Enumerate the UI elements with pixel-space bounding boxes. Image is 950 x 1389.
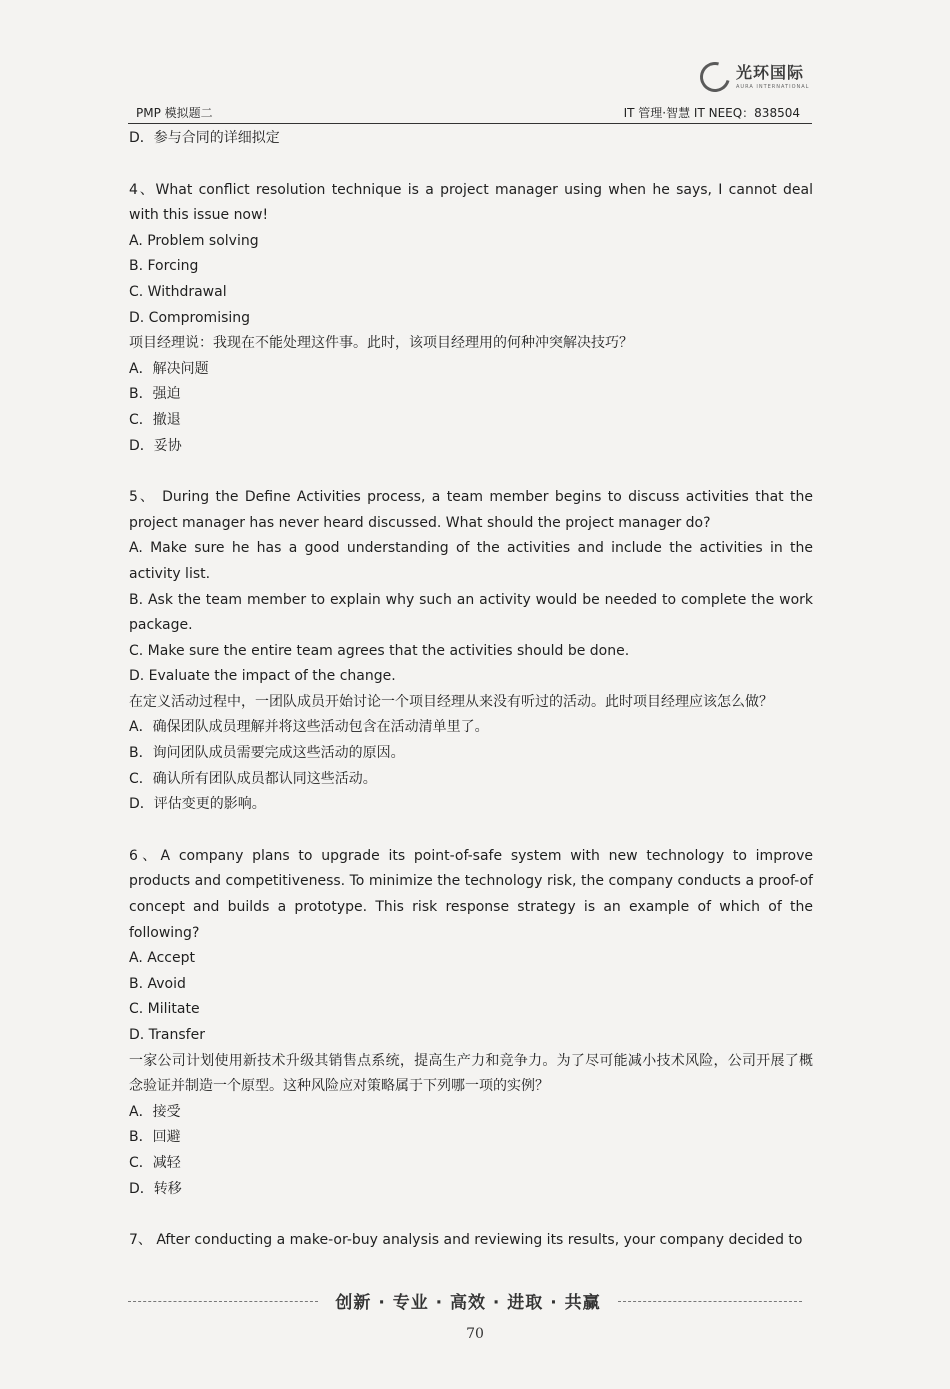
question-6: 6、A company plans to upgrade its point-of-safe system with new technology to improve products and competitiveness. To minimize the technology risk, the company conducts a proof-of concept and builds a prototype. This risk response strategy is an example of which of the following? [129, 847, 813, 941]
question-5: 5、 During the Define Activities process, a team member begins to discuss activities that the project manager has never heard discussed. What should the project manager do? [129, 489, 813, 531]
brand-subtitle: AURA INTERNATIONAL [736, 84, 810, 90]
question-4: 4、What conflict resolution technique is a project manager using when he says, I cannot deal with this issue now! [129, 181, 813, 224]
header-tagline: IT 管理·智慧 IT NEEQ：838504 [623, 106, 800, 120]
question-4-cn: 项目经理说：我现在不能处理这件事。此时，该项目经理用的何种冲突解决技巧？ [129, 335, 633, 352]
q4-option-a-cn: A．解决问题 [129, 360, 209, 377]
q5-option-d-cn: D．评估变更的影响。 [129, 796, 266, 813]
brand-name: 光环国际 [736, 63, 805, 82]
q6-option-b-cn: B．回避 [129, 1129, 181, 1146]
q5-option-d: D. Evaluate the impact of the change. [129, 668, 396, 685]
q5-option-a-cn: A．确保团队成员理解并将这些活动包含在活动清单里了。 [129, 719, 489, 736]
q4-option-a: A. Problem solving [129, 232, 259, 249]
q6-option-d: D. Transfer [129, 1027, 205, 1043]
brand-logo [700, 60, 809, 92]
q6-option-c: C. Militate [129, 1001, 200, 1018]
exam-content [129, 126, 813, 1254]
q4-option-d: D. Compromising [129, 309, 251, 326]
q5-option-b: B. Ask the team member to explain why such an activity would be needed to complete the work package. [129, 591, 813, 634]
q6-option-b: B. Avoid [129, 975, 186, 992]
header-divider [128, 123, 812, 124]
question-6-cn: 一家公司计划使用新技术升级其销售点系统，提高生产力和竞争力。为了尽可能减小技术风险，公司开展了概念验证并制造一个原型。这种风险应对策略属于下列哪一项的实例？ [129, 1052, 813, 1095]
q6-option-d-cn: D．转移 [129, 1180, 182, 1197]
q4-option-c-cn: C．撤退 [129, 411, 181, 428]
q4-option-b: B. Forcing [129, 258, 199, 275]
q4-option-c: C. Withdrawal [129, 283, 227, 300]
question-5-cn: 在定义活动过程中，一团队成员开始讨论一个项目经理从来没有听过的活动。此时项目经理应该怎么做？ [129, 693, 773, 710]
question-7: 7、 After conducting a make-or-buy analysis and reviewing its results, your company decided to [129, 1232, 803, 1249]
q5-option-b-cn: B．询问团队成员需要完成这些活动的原因。 [129, 745, 405, 762]
q4-option-d-cn: D．妥协 [129, 437, 182, 454]
footer-divider-left [128, 1301, 318, 1302]
footer-divider-right [618, 1301, 802, 1302]
q5-option-c: C. Make sure the entire team agrees that the activities should be done. [129, 642, 630, 659]
q4-option-b-cn: B．强迫 [129, 386, 181, 403]
footer-motto: 创新 · 专业 · 高效 · 进取 · 共赢 [335, 1293, 601, 1313]
brand-logo-icon [695, 57, 736, 98]
q6-option-a: A. Accept [129, 950, 195, 967]
q6-option-a-cn: A．接受 [129, 1103, 181, 1120]
q6-option-c-cn: C．减轻 [129, 1154, 181, 1171]
q5-option-a: A. Make sure he has a good understanding of the activities and include the activities in the activity list. [129, 540, 813, 582]
q5-option-c-cn: C．确认所有团队成员都认同这些活动。 [129, 770, 377, 787]
page-number: 70 [466, 1326, 484, 1342]
document-title: PMP 模拟题二 [136, 106, 213, 120]
previous-option-d: D．参与合同的详细拟定 [129, 130, 280, 146]
